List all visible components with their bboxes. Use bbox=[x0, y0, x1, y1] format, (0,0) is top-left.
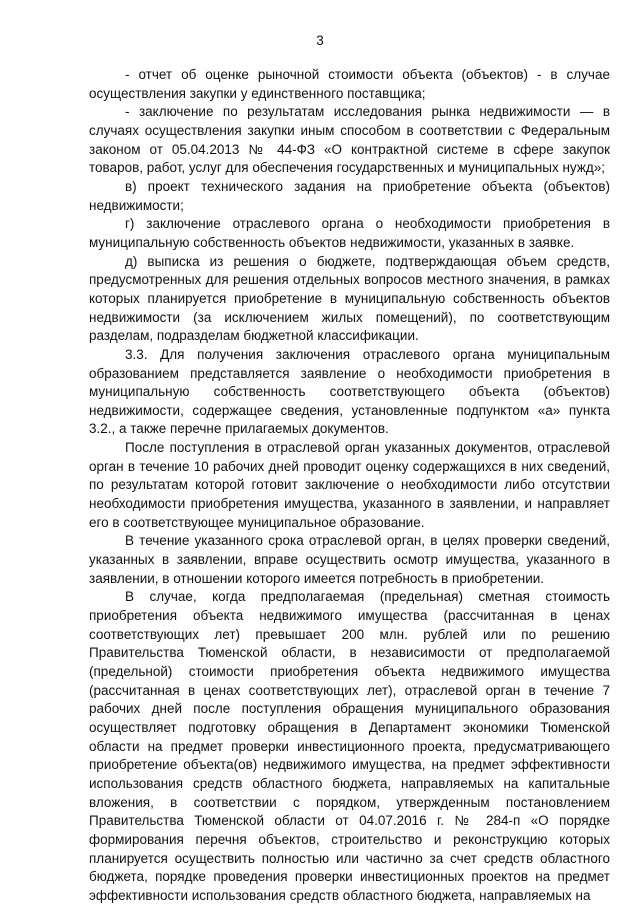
paragraph-market-valuation-report: - отчет об оценке рыночной стоимости объекта (объектов) - в случае осуществления закупки у единственного поставщика; bbox=[89, 67, 610, 101]
paragraph-item-d-budget-extract: д) выписка из решения о бюджете, подтверждающая объем средств, предусмотренных для решения отдельных вопросов местного значения, в рамках которых планируется приобретение в муниципальную собственность объектов недвижимости (за исключением жилых помещений), по соответствующим разделам, подразделам бюджетной классификации. bbox=[89, 253, 610, 344]
page-number: 3 bbox=[316, 33, 324, 48]
paragraph-market-research-conclusion: - заключение по результатам исследования рынка недвижимости — в случаях осуществления закупки иным способом в соответствии с Федеральным законом от 05.04.2013 № 44-ФЗ «О контрактной системе в сфере закупок товаров, работ, услуг для обеспечения государственных и муниципальных нужд»; bbox=[89, 104, 610, 176]
paragraph-documents-review: После поступления в отраслевой орган указанных документов, отраслевой орган в течение 10 рабочих дней проводит оценку содержащихся в них сведений, по результатам которой готовит заключение о необходимости либо отсутствии необходимости приобретения имущества, указанного в заявлении, и направляет его в соответствующее муниципальное образование. bbox=[89, 440, 610, 530]
paragraph-investment-project-check: В случае, когда предполагаемая (предельная) сметная стоимость приобретения объекта недвижимого имущества (рассчитанная в ценах соответствующих лет) превышает 200 млн. рублей или по решению Правительства Тюменской области, в независимости от предполагаемой (предельной) стоимости приобретения объекта недвижимого имущества (рассчитанная в ценах соответствующих лет), отраслевой орган в течение 7 рабочих дней после поступления обращения муниципального образования осуществляет подготовку обращения в Департамент экономики Тюменской области на предмет проверки инвестиционного проекта, предусматривающего приобретение объекта(ов) недвижимого имущества, на предмет эффективности использования средств областного бюджета, направляемых на капитальные вложения, в соответствии с порядком, утвержденным постановлением Правительства Тюменской области от 04.07.2016 г. № 284-п «О порядке формирования перечня объектов, строительство и реконструкцию которых планируется осуществить полностью или частично за счет средств областного бюджета, порядке проведения проверки инвестиционных проектов на предмет эффективности использования средств областного бюджета, направляемых на bbox=[89, 589, 610, 903]
document-body bbox=[89, 66, 610, 906]
paragraph-section-3-3: 3.3. Для получения заключения отраслевого органа муниципальным образованием представляется заявление о необходимости приобретения в муниципальную собственность соответствующего объекта (объектов) недвижимости, содержащее сведения, установленные подпунктом «а» пункта 3.2., а также перечне прилагаемых документов. bbox=[89, 346, 610, 437]
paragraph-item-g-sector-conclusion: г) заключение отраслевого органа о необходимости приобретения в муниципальную собственность объектов недвижимости, указанных в заявке. bbox=[89, 216, 610, 250]
paragraph-property-inspection: В течение указанного срока отраслевой орган, в целях проверки сведений, указанных в заявлении, вправе осуществить осмотр имущества, указанного в заявлении, в отношении которого имеется потребность в приобретении. bbox=[89, 533, 610, 586]
paragraph-item-v-technical-task: в) проект технического задания на приобретение объекта (объектов) недвижимости; bbox=[89, 178, 610, 213]
